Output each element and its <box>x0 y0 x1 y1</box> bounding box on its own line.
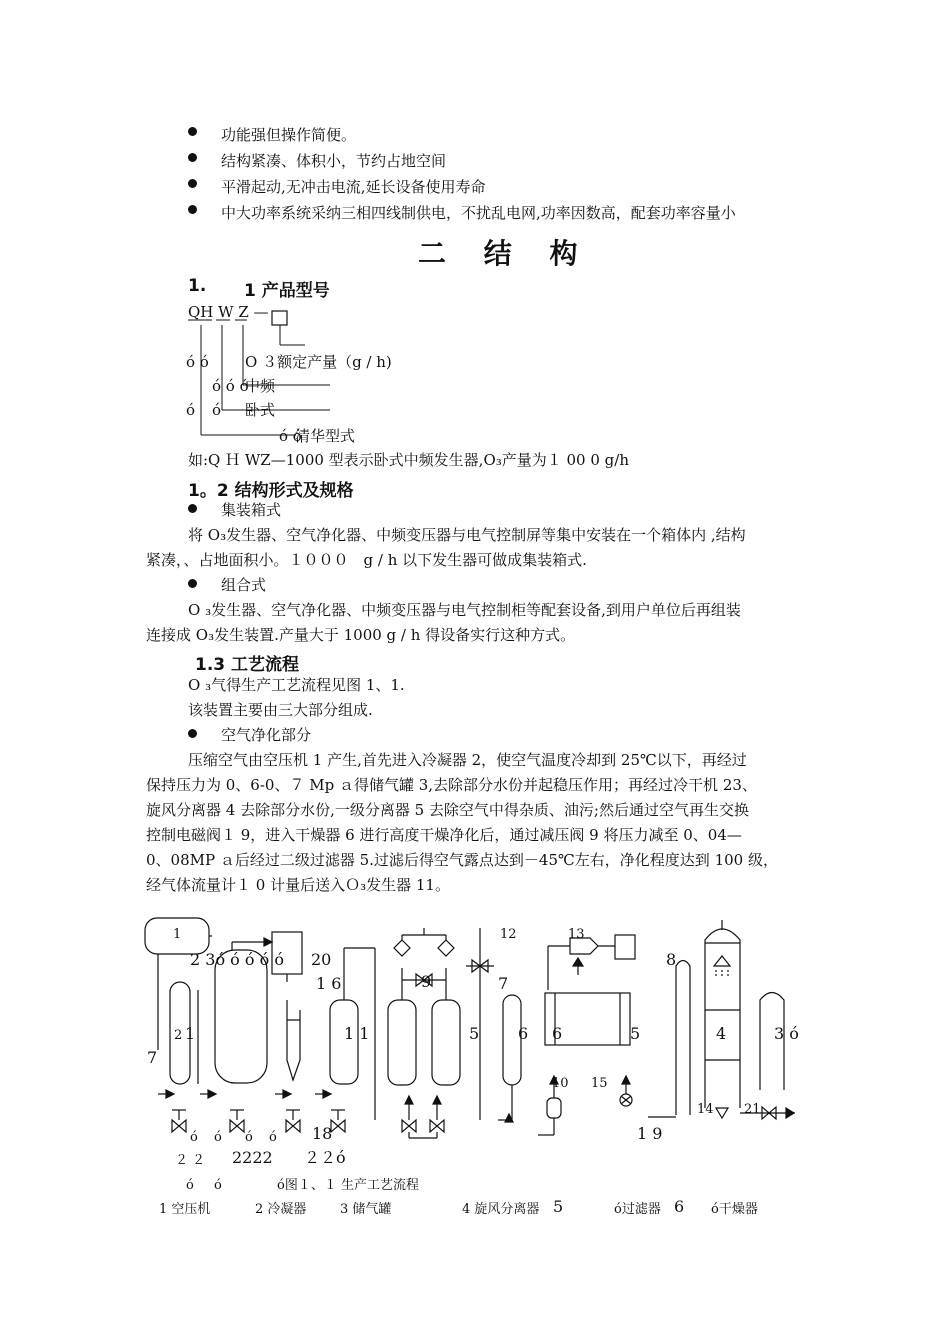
flow-para-5: 0、08MP ａ后经过二级过滤器 5.过滤后得空气露点达到－45℃左右，净化程度达到 100 级， <box>146 851 778 869</box>
label-1b: 1 <box>185 1024 196 1043</box>
glyph: ó <box>214 1130 222 1145</box>
label-4: 4 <box>716 1024 727 1043</box>
heading-structure-spec: 1。2 结构形式及规格 <box>188 481 354 501</box>
flow-para-6: 经气体流量计１ 0 计量后送入Ｏ₃发生器 11。 <box>146 876 450 894</box>
label-7: 7 <box>147 1048 158 1067</box>
legend-dryer: ó干燥器 <box>711 1202 758 1217</box>
model-medium-frequency: 中频 <box>245 377 276 395</box>
flow-line-1: O ₃气得生产工艺流程见图 1、1. <box>188 676 405 694</box>
model-glyphs: ó <box>212 401 222 419</box>
caption-glyph: ó <box>186 1178 194 1193</box>
heading-number: 1. <box>188 276 207 296</box>
label-1: 1 <box>173 927 182 942</box>
combined-para-1: O ₃发生器、空气净化器、中频变压器与电气控制柜等配套设备,到用户单位后再组装 <box>188 601 741 619</box>
model-glyphs: ó ó <box>279 427 302 445</box>
container-para-2: 紧凑，、占地面积小。１０００ g / h 以下发生器可做成集装箱式. <box>146 551 587 569</box>
model-tsinghua-type: 清华型式 <box>295 427 356 445</box>
model-glyphs: ó ó <box>186 353 209 371</box>
heading-product-model: 1 产品型号 <box>244 281 330 301</box>
flow-para-3: 旋风分离器 4 去除部分水份,一级分离器 5 去除空气中得杂质、油污;然后通过空气再生交换 <box>146 801 749 819</box>
dryer-tower-right <box>432 1000 460 1085</box>
label-6a: 6 <box>518 1024 529 1043</box>
label-22a: ２ ２ <box>175 1153 206 1168</box>
model-glyphs: ó <box>186 401 196 419</box>
flow-para-4: 控制电磁阀１ 9，进入干燥器 6 进行高度干燥净化后，通过减压阀 9 将压力减至 0、04— <box>146 826 742 844</box>
label-22b: 2222 <box>232 1148 273 1167</box>
label-10: 10 <box>552 1076 569 1091</box>
section-title: 二 结 构 <box>418 237 592 270</box>
feature-3: 平滑起动,无冲击电流,延长设备使用寿命 <box>221 178 486 196</box>
label-21: 21 <box>744 1102 761 1117</box>
heading-process-flow: 1.3 工艺流程 <box>195 655 300 675</box>
legend-number-6: 6 <box>674 1197 685 1216</box>
legend-cyclone-separator: 4 旋风分离器 <box>462 1202 540 1217</box>
label-19: 1 9 <box>637 1124 663 1143</box>
flow-line-2: 该装置主要由三大部分组成. <box>188 701 373 719</box>
model-rated-output: O ３额定产量（g / h) <box>245 353 392 371</box>
legend-number-5: 5 <box>553 1197 564 1216</box>
label-6b: 6 <box>552 1024 563 1043</box>
feature-2: 结构紧凑、体积小，节约占地空间 <box>221 152 447 170</box>
feature-1: 功能强但操作简便。 <box>221 126 357 144</box>
label-11: 1 1 <box>344 1024 370 1043</box>
glyph: ó <box>190 1130 198 1145</box>
legend-air-compressor: 1 空压机 <box>159 1202 211 1217</box>
label-22c: ２２ó <box>304 1148 346 1167</box>
container-para-1: 将 O₃发生器、空气净化器、中频变压器与电气控制屏等集中安装在一个箱体内 ,结构 <box>188 526 746 544</box>
dryer-tower-left <box>388 1000 416 1085</box>
model-horizontal: 卧式 <box>245 401 276 419</box>
flow-para-2: 保持压力为 0、6-0、７ Mp ａ得储气罐 3,去除部分水份并起稳压作用；再经过冷干机 23、 <box>146 776 757 794</box>
label-7-top: 7 <box>498 974 509 993</box>
label-3: 3 ó <box>774 1024 799 1043</box>
model-glyphs: ó ó ó <box>212 377 249 395</box>
label-5b: 5 <box>630 1024 641 1043</box>
legend-filter: ó过滤器 <box>614 1202 661 1217</box>
label-9: 9 <box>421 972 432 991</box>
cyclone-separator <box>287 1000 300 1080</box>
glyph: ó <box>245 1130 253 1145</box>
label-23: 2 3ó ó ó ó ó <box>190 950 284 969</box>
label-12: 12 <box>500 927 517 942</box>
label-20: 20 <box>311 950 332 969</box>
container-label: 集装箱式 <box>221 501 282 519</box>
legend-storage-tank: 3 储气罐 <box>340 1202 392 1217</box>
label-13: 13 <box>568 927 585 942</box>
air-purification-label: 空气净化部分 <box>221 726 312 744</box>
model-example: 如:Q Ｈ WZ—1000 型表示卧式中频发生器,O₃产量为１ 00 0 g/h <box>188 451 630 469</box>
model-code: QH W Z — <box>188 303 269 321</box>
label-15: 15 <box>591 1076 608 1091</box>
glyph: ó <box>269 1130 277 1145</box>
legend-condenser: 2 冷凝器 <box>255 1202 307 1217</box>
combined-para-2: 连接成 O₃发生装置.产量大于 1000 g / h 得设备实行这种方式。 <box>146 626 576 644</box>
label-18: 18 <box>312 1124 333 1143</box>
label-2: 2 <box>174 1028 183 1043</box>
flow-para-1: 压缩空气由空压机 1 产生,首先进入冷凝器 2，使空气温度冷却到 25℃以下，再经过 <box>188 751 747 769</box>
label-8: 8 <box>666 950 677 969</box>
label-14: 14 <box>697 1102 714 1117</box>
label-5a: 5 <box>469 1024 480 1043</box>
feature-4: 中大功率系统采纳三相四线制供电，不扰乱电网,功率因数高，配套功率容量小 <box>221 204 736 222</box>
caption-glyph: ó <box>214 1178 222 1193</box>
control-box <box>615 935 635 959</box>
figure-caption: ó图１、１ 生产工艺流程 <box>277 1178 419 1193</box>
combined-label: 组合式 <box>221 576 267 594</box>
label-16: 1 6 <box>316 974 342 993</box>
flow-meter <box>547 1098 561 1118</box>
